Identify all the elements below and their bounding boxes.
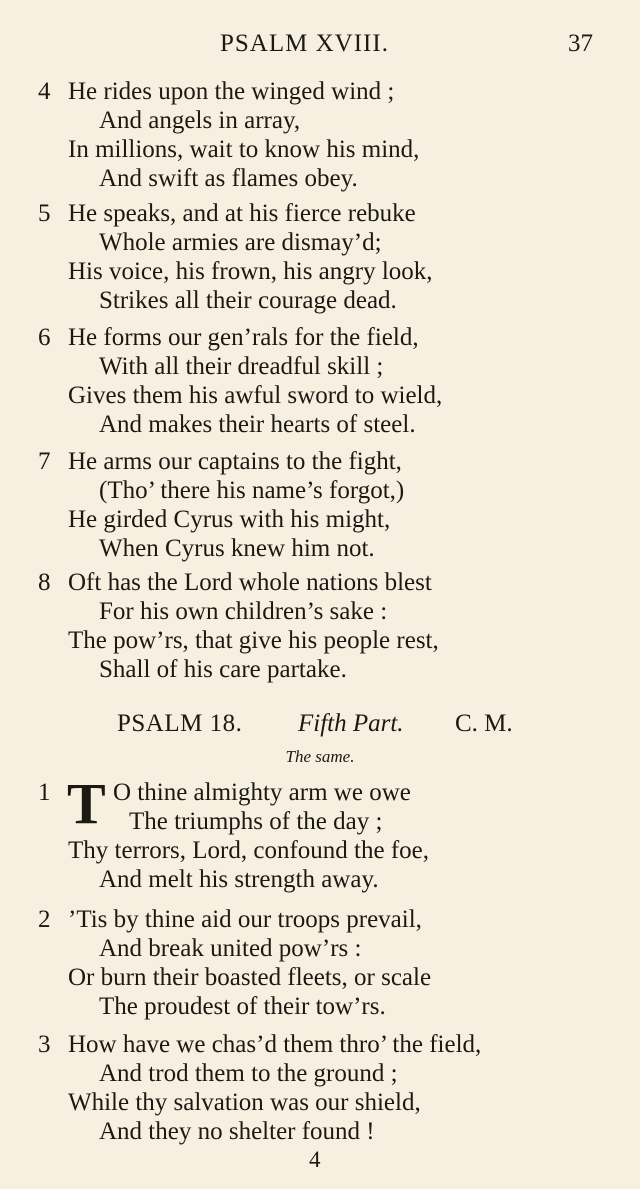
verse-line: Strikes all their courage dead.: [99, 287, 397, 314]
verse-line: And they no shelter found !: [99, 1118, 375, 1145]
running-title: PSALM XVIII.: [220, 30, 389, 57]
verse-line: He arms our captains to the fight,: [68, 448, 402, 475]
drop-cap: T: [67, 771, 106, 836]
verse-line: And swift as flames obey.: [99, 165, 358, 192]
verse-line: How have we chas’d them thro’ the field,: [68, 1031, 482, 1058]
verse-number: 6: [38, 324, 51, 351]
verse-line: He girded Cyrus with his might,: [68, 506, 391, 533]
signature-mark: 4: [309, 1147, 321, 1172]
verse-number: 4: [38, 78, 51, 105]
verse-number: 3: [38, 1031, 51, 1058]
verse-line: ’Tis by thine aid our troops prevail,: [68, 906, 422, 933]
verse-number: 2: [38, 906, 51, 933]
verse-line: His voice, his frown, his angry look,: [68, 258, 433, 285]
verse-line: He speaks, and at his fierce rebuke: [68, 200, 416, 227]
verse-line: The pow’rs, that give his people rest,: [68, 627, 439, 654]
verse-line: And melt his strength away.: [99, 866, 379, 893]
section-subtitle: The same.: [285, 747, 355, 766]
page-number: 37: [568, 30, 593, 57]
verse-number: 1: [38, 779, 51, 806]
verse-line: Oft has the Lord whole nations blest: [68, 569, 432, 596]
verse-line: For his own children’s sake :: [99, 598, 388, 625]
verse-number: 7: [38, 448, 51, 475]
running-head: [0, 28, 640, 68]
verse-line: When Cyrus knew him not.: [99, 535, 375, 562]
section-heading: [0, 708, 640, 744]
verse-line: In millions, wait to know his mind,: [68, 136, 420, 163]
verse-line: The proudest of their tow’rs.: [99, 993, 386, 1020]
verse-line: And break united pow’rs :: [99, 935, 362, 962]
verse-number: 5: [38, 200, 51, 227]
verse-line: While thy salvation was our shield,: [68, 1089, 421, 1116]
verse-number: 8: [38, 569, 51, 596]
verse-line: Thy terrors, Lord, confound the foe,: [68, 837, 429, 864]
verse-line: O thine almighty arm we owe: [113, 779, 411, 806]
verse-line: Whole armies are dismay’d;: [99, 229, 382, 256]
verse-line: And angels in array,: [99, 107, 301, 134]
verse-line: With all their dreadful skill ;: [99, 353, 384, 380]
verse-line: (Tho’ there his name’s forgot,): [99, 477, 405, 504]
verse-line: Shall of his care partake.: [99, 656, 347, 683]
verse-line: He forms our gen’rals for the field,: [68, 324, 419, 351]
verse-line: He rides upon the winged wind ;: [68, 78, 395, 105]
verse-line: Or burn their boasted fleets, or scale: [68, 964, 432, 991]
heading-meter: C. M.: [455, 710, 513, 737]
heading-psalm: PSALM 18.: [117, 710, 243, 737]
heading-part: Fifth Part.: [298, 710, 404, 737]
verse-line: The triumphs of the day ;: [129, 808, 383, 835]
verse-line: And makes their hearts of steel.: [99, 411, 416, 438]
verse-line: And trod them to the ground ;: [99, 1060, 398, 1087]
verse-line: Gives them his awful sword to wield,: [68, 382, 443, 409]
